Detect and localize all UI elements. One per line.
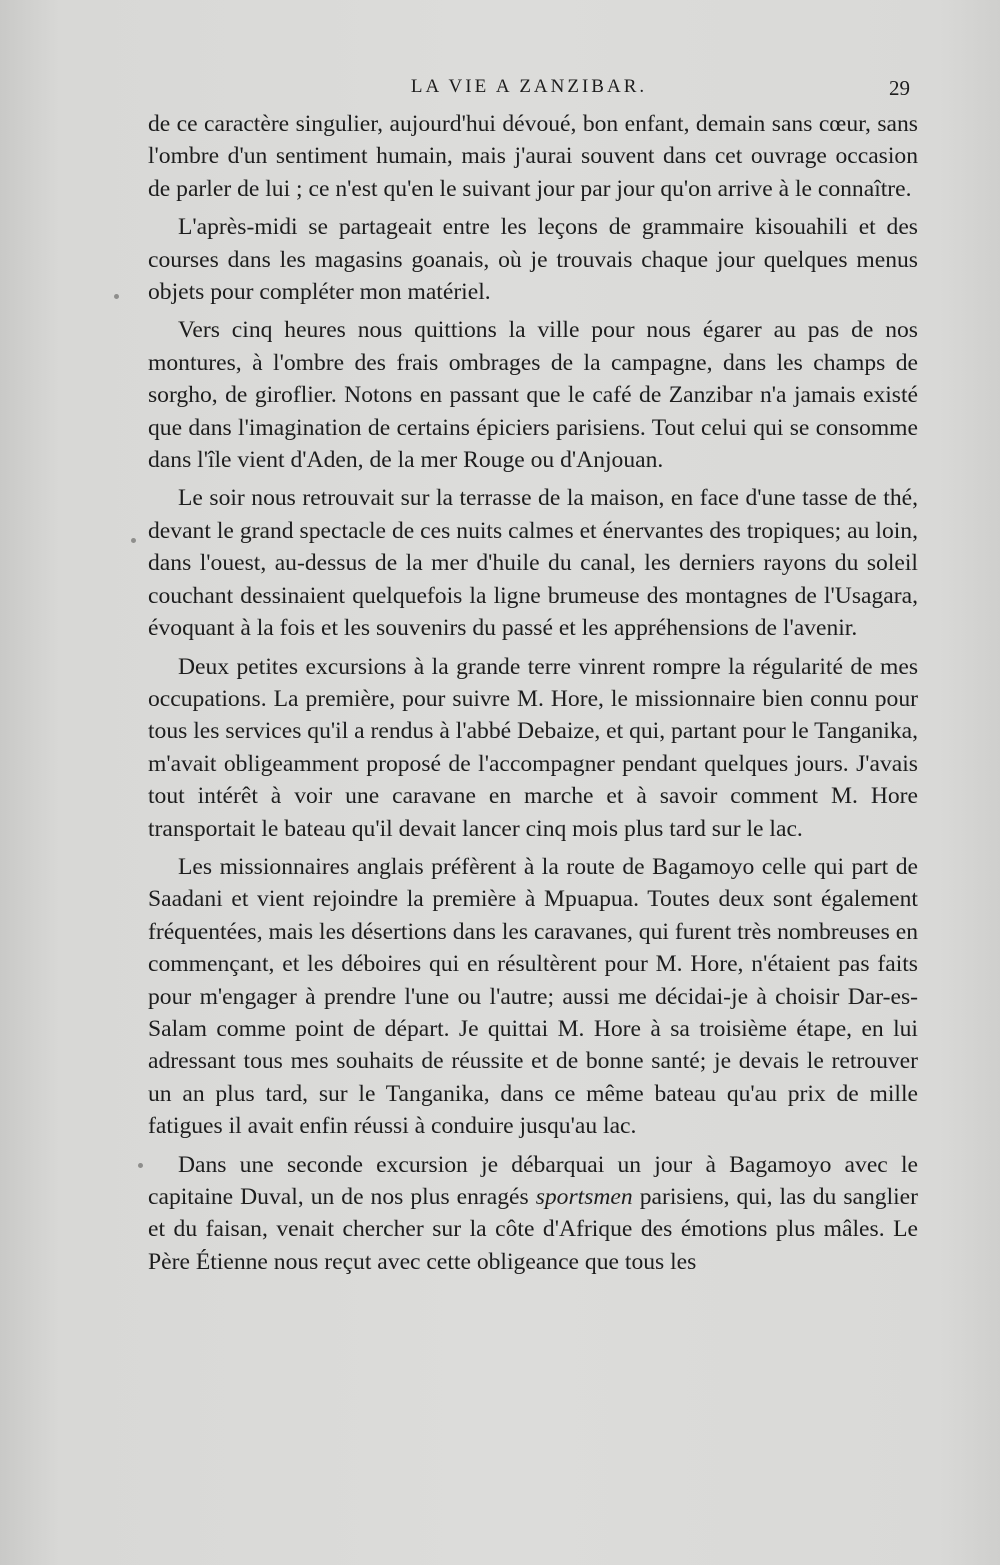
paragraph-text: parisiens, qui, las du sanglier et du faisan, venait chercher sur la côte d'Afrique des émotions plus mâles. Le Père Étienne nous reçut avec cette obligeance que tous les: [148, 1184, 919, 1275]
margin-speck: [138, 1163, 143, 1168]
margin-speck: [131, 538, 136, 543]
paragraph-text: Dans une seconde excursion je débarquai un jour à Bagamoyo avec le capitaine Duval, un de nos plus enragés: [148, 1151, 918, 1210]
page-number: 29: [889, 76, 910, 100]
page-header: [148, 76, 910, 106]
body-text: [148, 108, 918, 1284]
paragraph: Vers cinq heures nous quittions la ville pour nous égarer au pas de nos montures, à l'ombre des frais ombrages de la campagne, dans les champs de sorgho, de giroflier. Notons en passant que le café de Zanzibar n'a jamais existé que dans l'imagination de certains épiciers parisiens. Tout celui qui se consomme dans l'île vient d'Aden, de la mer Rouge ou d'Anjouan.: [148, 317, 918, 474]
paragraph: L'après-midi se partageait entre les leçons de grammaire kisouahili et des courses dans les magasins goanais, où je trouvais chaque jour quelques menus objets pour compléter mon matériel.: [148, 214, 918, 306]
paragraph: Deux petites excursions à la grande terre vinrent rompre la régularité de mes occupations. La première, pour suivre M. Hore, le missionnaire bien connu pour tous les services qu'il a rendus à l'abbé Debaize, et qui, partant pour le Tanganika, m'avait obligeamment proposé de l'accompagner pendant quelques jours. J'avais tout intérêt à voir une caravane en marche et à savoir comment M. Hore transportait le bateau qu'il devait lancer cinq mois plus tard sur le lac.: [148, 653, 918, 842]
paragraph: de ce caractère singulier, aujourd'hui dévoué, bon enfant, demain sans cœur, sans l'ombre d'un sentiment humain, mais j'aurai souvent dans cet ouvrage occasion de parler de lui ; ce n'est qu'en le suivant jour par jour qu'on arrive à le connaître.: [148, 111, 918, 202]
paragraph: Les missionnaires anglais préfèrent à la route de Bagamoyo celle qui part de Saadani et vient rejoindre la première à Mpuapua. Toutes deux sont également fréquentées, mais les désertions dans les caravanes, qui furent très nombreuses en commençant, et les déboires qui en résultèrent pour M. Hore, n'étaient pas faits pour m'engager à prendre l'une ou l'autre; aussi me décidai-je à choisir Dar-es-Salam comme point de départ. Je quittai M. Hore à sa troisième étape, en lui adressant tous mes souhaits de réussite et de bonne santé; je devais le retrouver un an plus tard, sur le Tanganika, dans ce même bateau qu'au prix de mille fatigues il avait enfin réussi à conduire jusqu'au lac.: [148, 853, 918, 1140]
running-head: LA VIE A ZANZIBAR.: [410, 76, 648, 97]
paragraph: [148, 1149, 918, 1279]
italic-term: sportsmen: [535, 1184, 633, 1210]
paragraph: Le soir nous retrouvait sur la terrasse de la maison, en face d'une tasse de thé, devant le grand spectacle de ces nuits calmes et énervantes des tropiques; au loin, dans l'ouest, au-dessus de la mer d'huile du canal, les derniers rayons du soleil couchant dessinaient quelquefois la ligne brumeuse des montagnes de l'Usagara, évoquant à la fois et les souvenirs du passé et les appréhensions de l'avenir.: [148, 485, 918, 642]
margin-speck: [114, 294, 119, 299]
